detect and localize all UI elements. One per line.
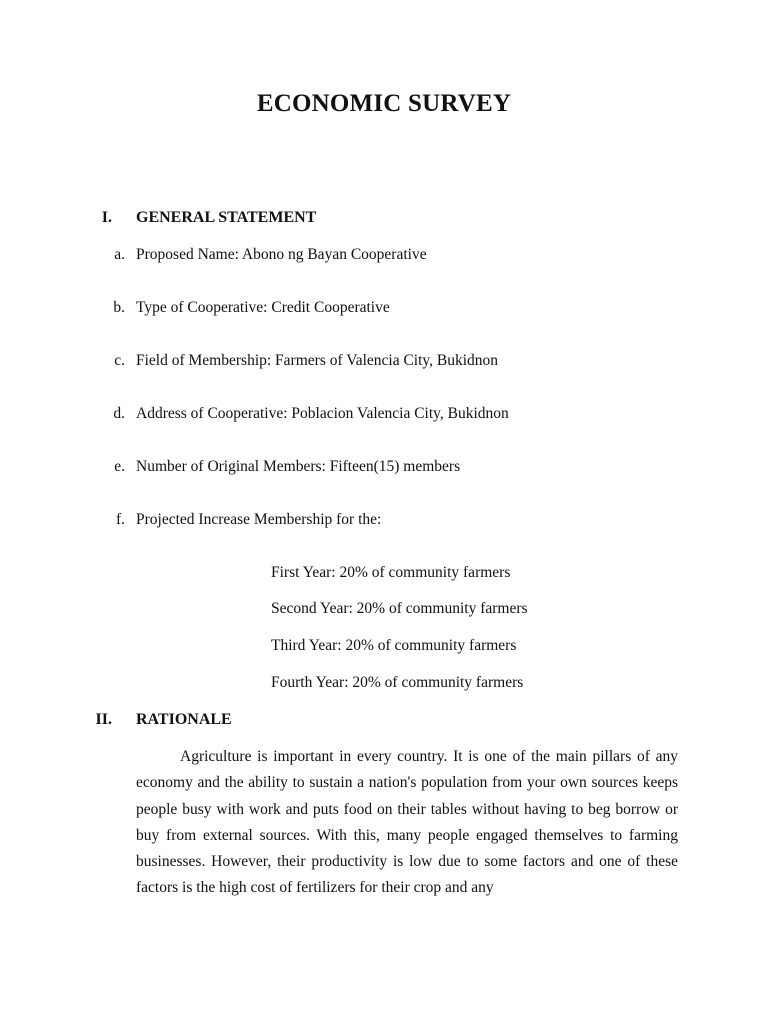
section-heading-rationale — [0, 711, 768, 733]
item-letter: e. — [114, 458, 125, 475]
item-text: Type of Cooperative: Credit Cooperative — [136, 299, 390, 316]
item-text: Projected Increase Membership for the: — [136, 511, 382, 528]
item-text: Proposed Name: Abono ng Bayan Cooperative — [136, 246, 427, 263]
projection-fourth-year: Fourth Year: 20% of community farmers — [271, 674, 524, 691]
item-letter: b. — [113, 299, 125, 316]
list-item — [0, 299, 768, 321]
list-item — [0, 511, 768, 533]
section-number: I. — [101, 209, 112, 226]
item-text: Address of Cooperative: Poblacion Valencia City, Bukidnon — [136, 405, 509, 422]
item-letter: c. — [114, 352, 125, 369]
list-item — [0, 458, 768, 480]
item-text: Field of Membership: Farmers of Valencia City, Bukidnon — [136, 352, 499, 369]
section-title: RATIONALE — [136, 711, 232, 728]
projection-first-year: First Year: 20% of community farmers — [271, 564, 511, 581]
rationale-paragraph: Agriculture is important in every country. It is one of the main pillars of any economy and the ability to sustain a nation's population from your own sources keeps people busy with work and puts food on their tables without having to beg borrow or buy from external sources. With this, many people engaged themselves to farming businesses. However, their productivity is low due to some factors and one of these factors is the high cost of fertilizers for their crop and any — [136, 748, 678, 897]
item-letter: d. — [113, 405, 125, 422]
projection-second-year: Second Year: 20% of community farmers — [271, 600, 528, 617]
section-heading-general-statement — [0, 209, 768, 231]
item-text: Number of Original Members: Fifteen(15) members — [136, 458, 461, 475]
list-item — [0, 246, 768, 268]
document-title: ECONOMIC SURVEY — [256, 90, 512, 117]
section-number: II. — [95, 711, 112, 728]
item-letter: a. — [114, 246, 125, 263]
item-letter: f. — [115, 511, 125, 528]
projection-third-year: Third Year: 20% of community farmers — [271, 637, 517, 654]
section-title: GENERAL STATEMENT — [136, 209, 317, 226]
list-item — [0, 405, 768, 427]
list-item — [0, 352, 768, 374]
